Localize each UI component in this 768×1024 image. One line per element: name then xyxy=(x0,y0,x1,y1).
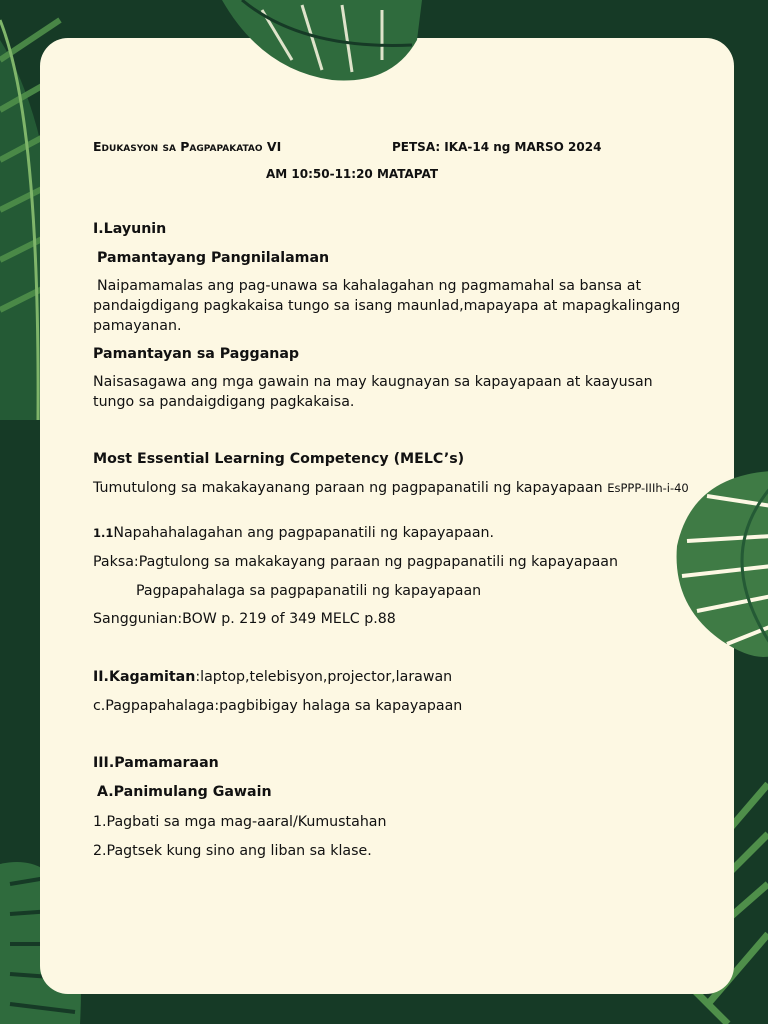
kagamitan-line: II.Kagamitan:laptop,telebisyon,projector,larawan xyxy=(93,669,453,685)
pagpapahalaga-line: c.Pagpapahalaga:pagbibigay halaga sa kapayapaan xyxy=(93,698,463,714)
melc-title: Most Essential Learning Competency (MELC’s) xyxy=(93,451,465,467)
section-layunin-title: I.Layunin xyxy=(93,221,167,237)
performance-standard-text: Naisasagawa ang mga gawain na may kaugnayan sa kapayapaan at kaayusan tungo sa pandaigdigang pagkakaisa. xyxy=(93,374,653,410)
paksa-line: Paksa:Pagtulong sa makakayang paraan ng pagpapanatili ng kapayapaan xyxy=(93,554,618,570)
pamamaraan-title: III.Pamamaraan xyxy=(93,755,219,771)
date-label: PETSA: IKA-14 ng MARSO 2024 xyxy=(392,140,602,154)
step-1: 1.Pagbati sa mga mag-aaral/Kumustahan xyxy=(93,814,387,830)
panimulang-gawain-title: A.Panimulang Gawain xyxy=(97,784,272,800)
melc-text: Tumutulong sa makakayanang paraan ng pagpapanatili ng kapayapaan EsPPP-IIIh-i-40 xyxy=(93,480,689,496)
time-section-label: AM 10:50-11:20 MATAPAT xyxy=(266,167,439,181)
melc-code: EsPPP-IIIh-i-40 xyxy=(607,481,689,495)
kagamitan-title: II.Kagamitan xyxy=(93,669,196,685)
melc-item: 1.1Napahahalagahan ang pagpapanatili ng kapayapaan. xyxy=(93,525,495,541)
step-2: 2.Pagtsek kung sino ang liban sa klase. xyxy=(93,843,372,859)
content-standard-text: Naipamamalas ang pag-unawa sa kahalagahan ng pagmamahal sa bansa at pandaigdigang pagkakaisa tungo sa isang maunlad,mapayapa at mapagkalingang pamayanan. xyxy=(93,278,681,334)
performance-standard-title: Pamantayan sa Pagganap xyxy=(93,346,300,362)
subject-title: Edukasyon sa Pagpapakatao VI xyxy=(93,139,282,154)
content-standard-title: Pamantayang Pangnilalaman xyxy=(97,250,330,266)
sanggunian-line: Sanggunian:BOW p. 219 of 349 MELC p.88 xyxy=(93,611,396,627)
monstera-leaf-top xyxy=(222,0,422,90)
paksa-subline: Pagpapahalaga sa pagpapanatili ng kapayapaan xyxy=(136,583,482,599)
melc-item-number: 1.1 xyxy=(93,526,114,540)
